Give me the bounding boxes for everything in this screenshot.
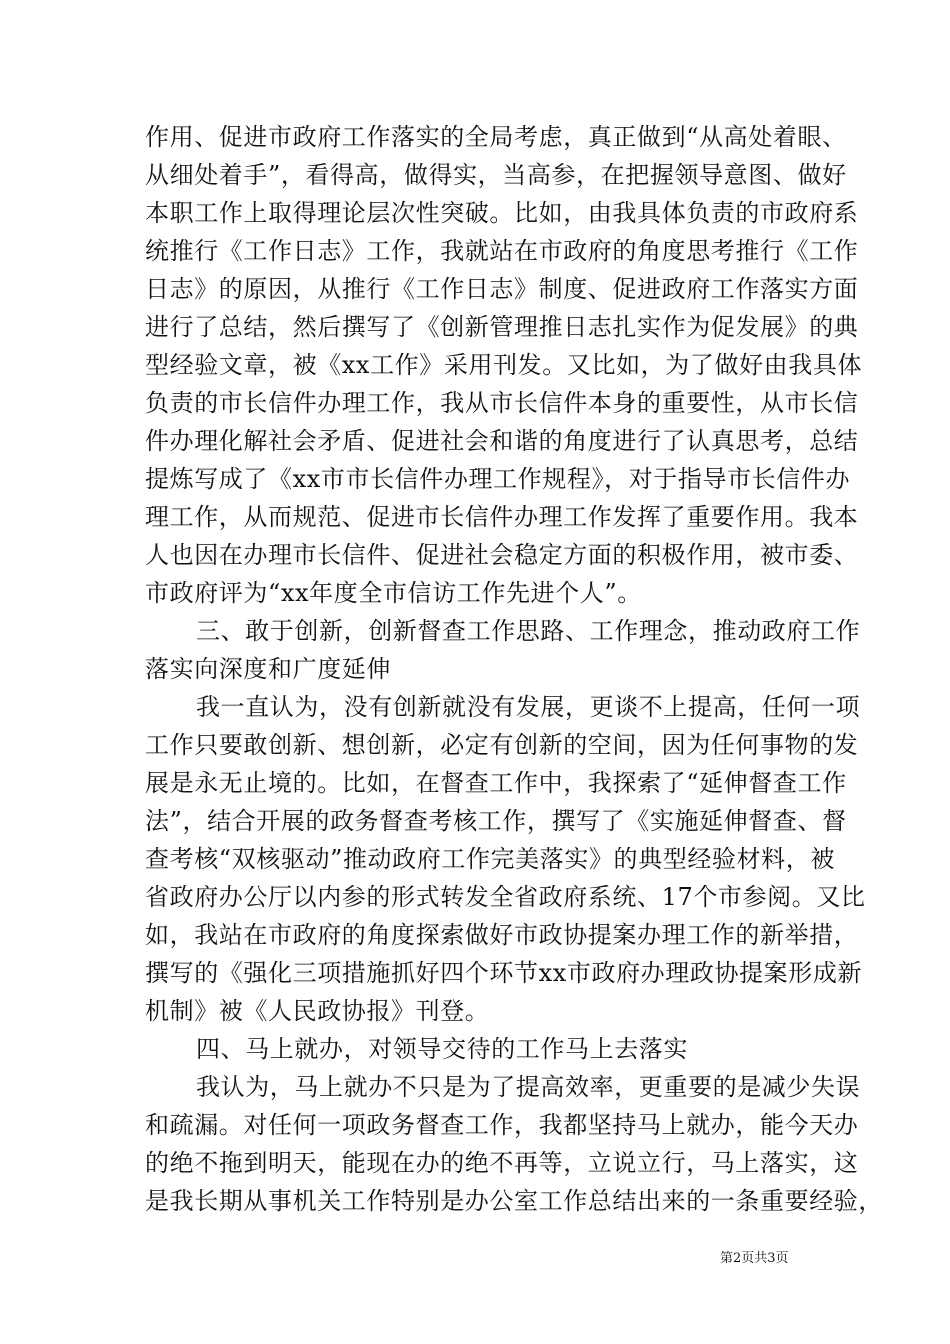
- body-text-line: 法”，结合开展的政务督查考核工作，撰写了《实施延伸督查、督: [145, 807, 847, 835]
- body-text-line: 理工作，从而规范、促进市长信件办理工作发挥了重要作用。我本: [145, 503, 859, 531]
- body-text-line: 查考核“双核驱动”推动政府工作完美落实》的典型经验材料，被: [145, 845, 835, 873]
- body-text-line: 是我长期从事机关工作特别是办公室工作总结出来的一条重要经验，: [145, 1187, 883, 1215]
- body-text-line: 从细处着手”，看得高，做得实，当高参，在把握领导意图、做好: [145, 161, 847, 189]
- paragraph-start-line: 我一直认为，没有创新就没有发展，更谈不上提高，任何一项: [196, 693, 861, 721]
- body-text-line: 人也因在办理市长信件、促进社会稳定方面的积极作用，被市委、: [145, 541, 859, 569]
- body-text-line: 和疏漏。对任何一项政务督查工作，我都坚持马上就办，能今天办: [145, 1111, 859, 1139]
- body-text-line: 进行了总结，然后撰写了《创新管理推日志扎实作为促发展》的典: [145, 313, 859, 341]
- body-text-line: 作用、促进市政府工作落实的全局考虑，真正做到“从高处着眼、: [145, 123, 847, 151]
- body-text-line: 本职工作上取得理论层次性突破。比如，由我具体负责的市政府系: [145, 199, 859, 227]
- body-text-line: 省政府办公厅以内参的形式转发全省政府系统、17个市参阅。又比: [145, 883, 866, 911]
- body-text-line: 型经验文章，被《xx工作》采用刊发。又比如，为了做好由我具体: [145, 351, 863, 379]
- paragraph-start-line: 我认为，马上就办不只是为了提高效率，更重要的是减少失误: [196, 1073, 861, 1101]
- body-text-line: 日志》的原因，从推行《工作日志》制度、促进政府工作落实方面: [145, 275, 859, 303]
- body-text-line: 展是永无止境的。比如，在督查工作中，我探索了“延伸督查工作: [145, 769, 847, 797]
- body-text-line: 如，我站在市政府的角度探索做好市政协提案办理工作的新举措，: [145, 921, 859, 949]
- page-number-footer: 第2页共3页: [720, 1251, 789, 1266]
- body-text-line: 统推行《工作日志》工作，我就站在市政府的角度思考推行《工作: [145, 237, 859, 265]
- body-text-line: 市政府评为“xx年度全市信访工作先进个人”。: [145, 579, 642, 607]
- body-text-line: 提炼写成了《xx市市长信件办理工作规程》，对于指导市长信件办: [145, 465, 851, 493]
- body-text-line: 件办理化解社会矛盾、促进社会和谐的角度进行了认真思考，总结: [145, 427, 859, 455]
- body-text-line: 的绝不拖到明天，能现在办的绝不再等，立说立行，马上落实，这: [145, 1149, 859, 1177]
- body-text-line: 工作只要敢创新、想创新，必定有创新的空间，因为任何事物的发: [145, 731, 859, 759]
- section-heading-3-cont: 落实向深度和广度延伸: [145, 655, 391, 683]
- body-text-line: 机制》被《人民政协报》刊登。: [145, 997, 490, 1025]
- body-text-line: 负责的市长信件办理工作，我从市长信件本身的重要性，从市长信: [145, 389, 859, 417]
- section-heading-3: 三、敢于创新，创新督查工作思路、工作理念，推动政府工作: [196, 617, 861, 645]
- section-heading-4: 四、马上就办，对领导交待的工作马上去落实: [196, 1035, 688, 1063]
- body-text-line: 撰写的《强化三项措施抓好四个环节xx市政府办理政协提案形成新: [145, 959, 863, 987]
